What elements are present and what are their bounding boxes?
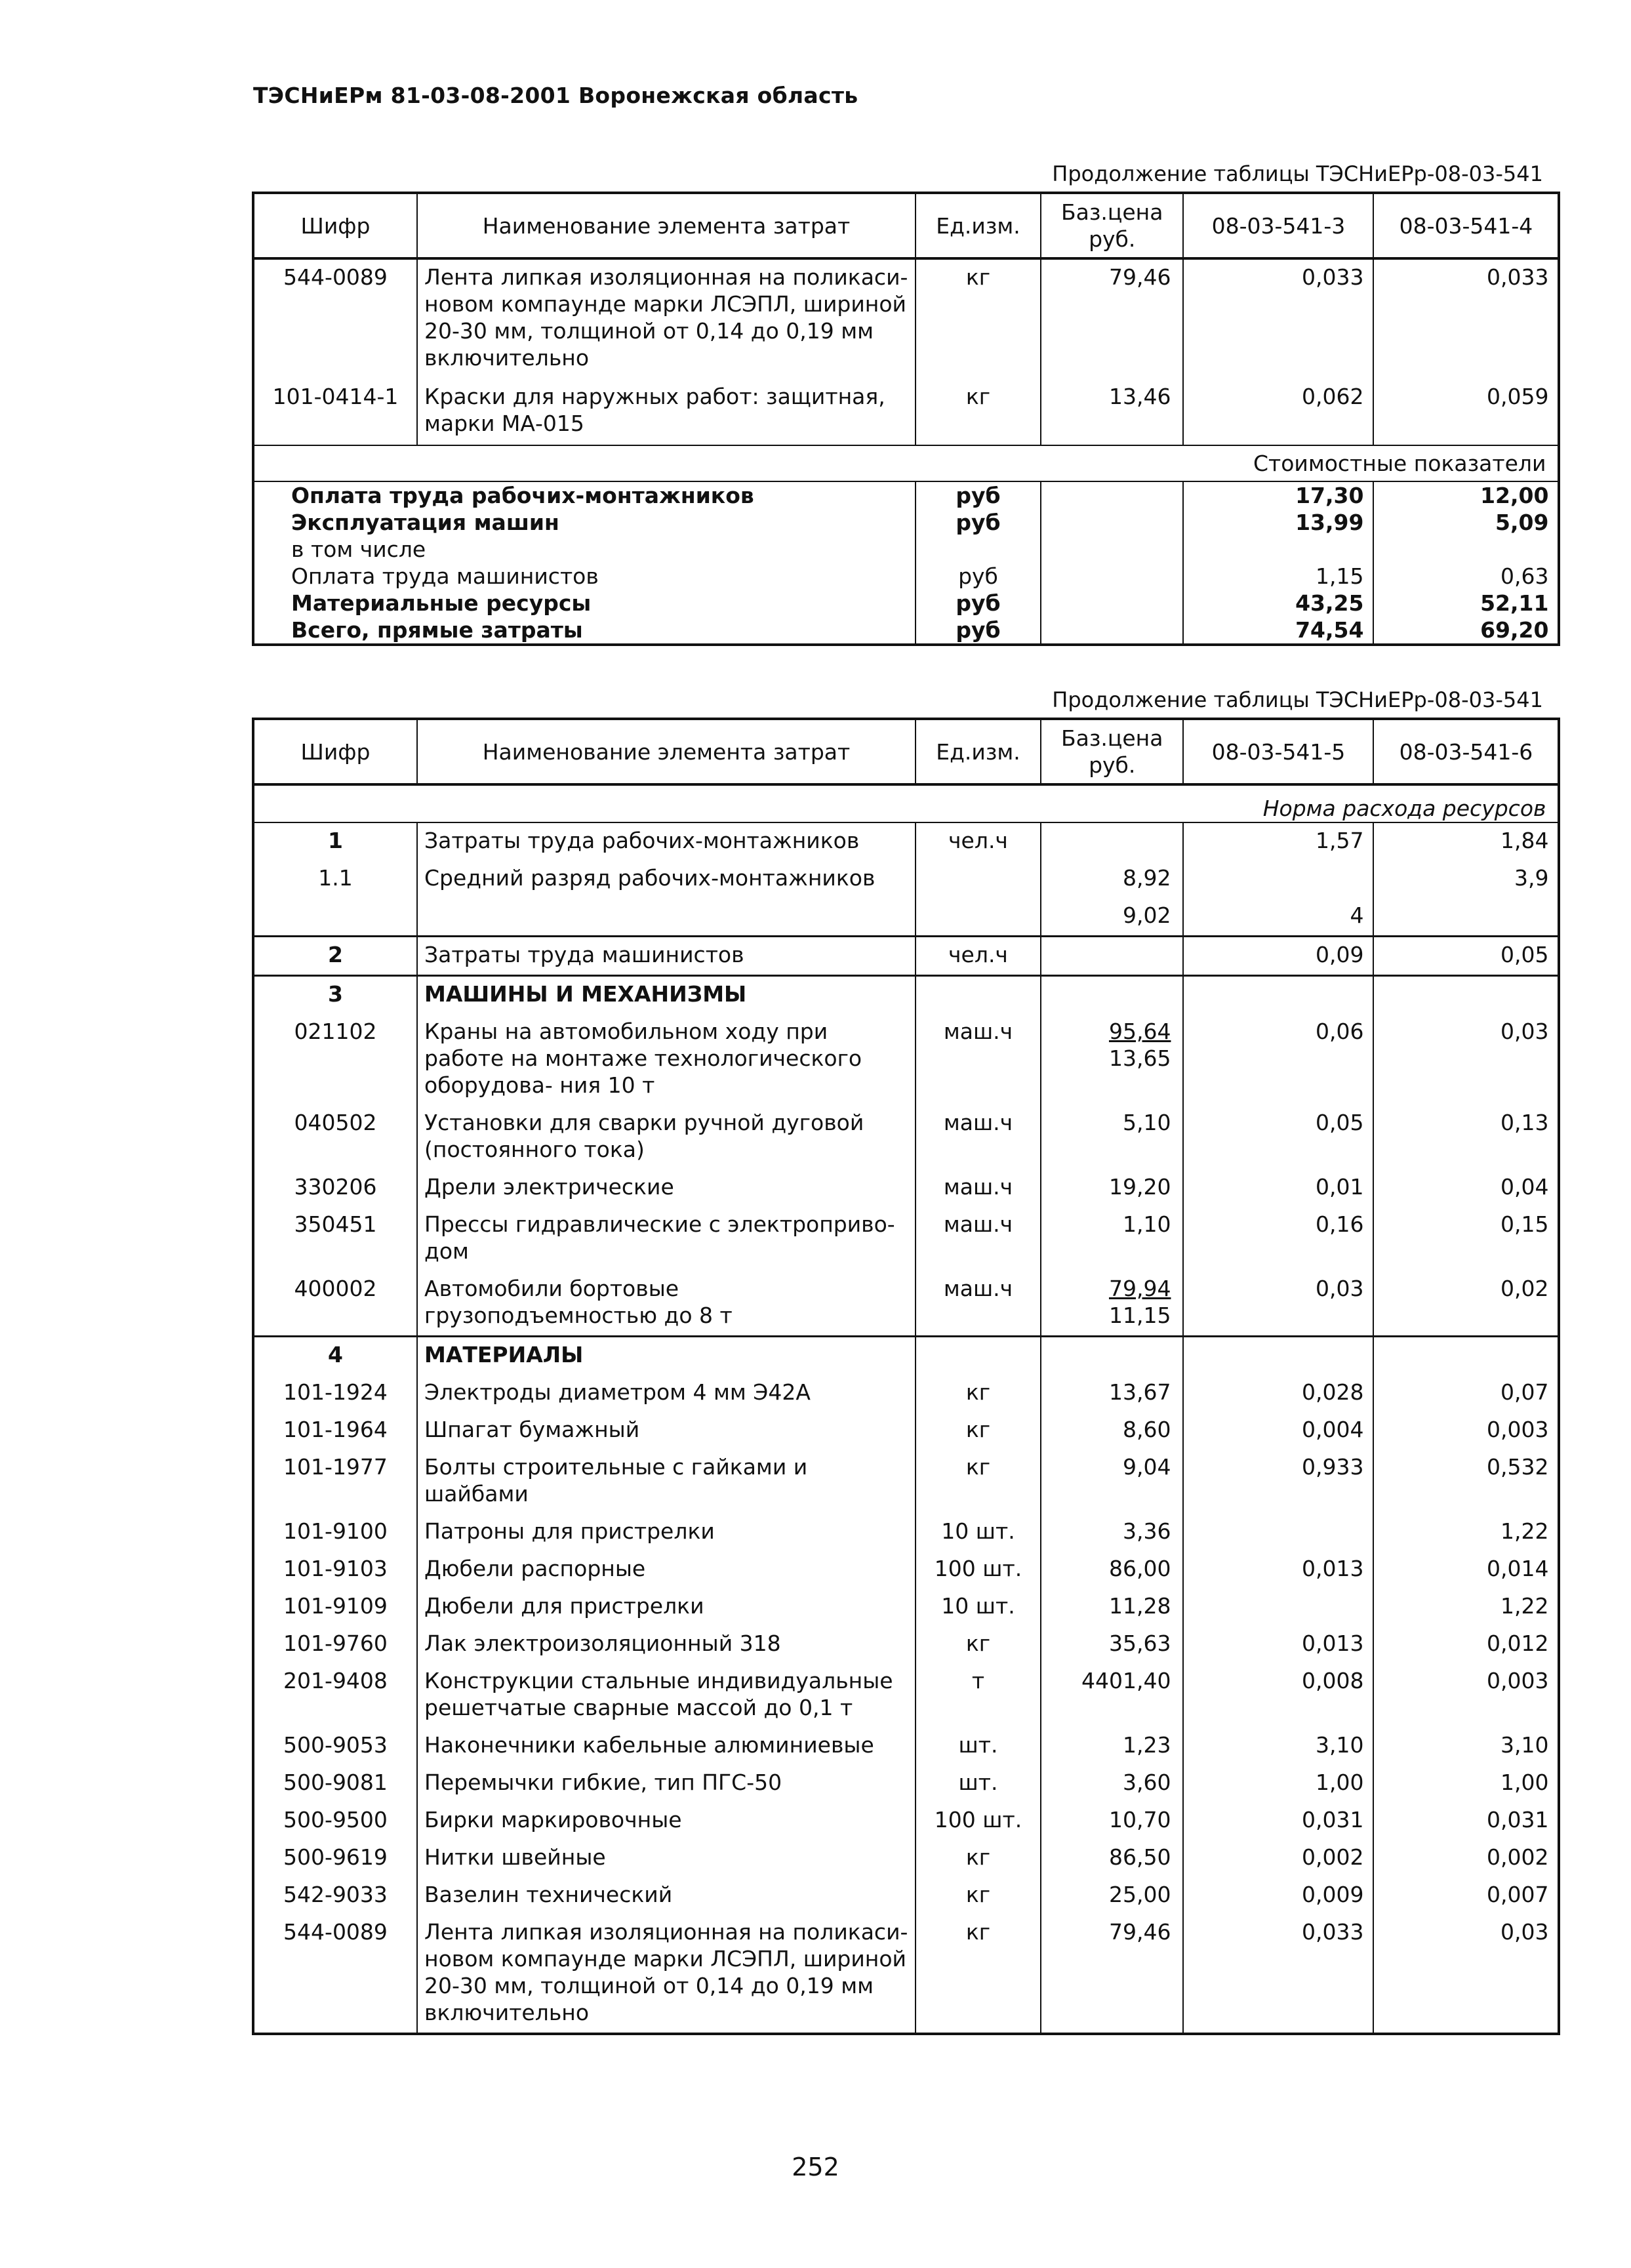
row-unit: т [916,1663,1041,1728]
row-value-a [1183,1589,1373,1626]
header-name: Наименование элемента затрат [417,193,916,258]
table-row [253,1337,1559,1375]
table-row [253,976,1559,1015]
row-value-b: 0,04 [1373,1169,1559,1207]
row-code: 101-1977 [253,1449,417,1514]
row-price: 86,50 [1041,1840,1183,1877]
summary-value-a: 1,15 [1183,563,1373,590]
table-row [253,1765,1559,1802]
header-unit: Ед.изм. [916,193,1041,258]
section-row [253,784,1559,822]
row-name: Дюбели распорные [417,1551,916,1589]
row-code: 040502 [253,1105,417,1169]
row-code: 4 [253,1337,417,1375]
row-price [1041,1271,1183,1337]
table-row [253,1169,1559,1207]
row-unit: маш.ч [916,1271,1041,1337]
summary-value-a: 13,99 [1183,509,1373,536]
row-value-a: 0,033 [1183,258,1373,379]
row-code: 542-9033 [253,1877,417,1914]
row-value-b: 3,10 [1373,1728,1559,1765]
row-value-a: 0,031 [1183,1802,1373,1840]
summary-unit: руб [916,590,1041,617]
row-price: 3,36 [1041,1514,1183,1551]
row-name: Патроны для пристрелки [417,1514,916,1551]
table1-header-row [253,193,1559,258]
row-name: МАШИНЫ И МЕХАНИЗМЫ [417,976,916,1015]
row-value-a: 4 [1183,898,1373,937]
row-value-b: 0,03 [1373,1914,1559,2034]
row-unit: чел.ч [916,822,1041,861]
row-value-b: 0,003 [1373,1663,1559,1728]
row-code: 1 [253,822,417,861]
row-price [1041,937,1183,976]
row-value-b: 0,02 [1373,1271,1559,1337]
row-value-a: 0,013 [1183,1551,1373,1589]
table-row [253,258,1559,379]
row-name: Краски для наружных работ: защитная, марки МА-015 [417,379,916,445]
row-code: 400002 [253,1271,417,1337]
row-value-b: 0,002 [1373,1840,1559,1877]
table-row [253,1877,1559,1914]
row-value-a: 3,10 [1183,1728,1373,1765]
row-code: 1.1 [253,861,417,898]
row-code: 500-9500 [253,1802,417,1840]
summary-row [253,563,1559,590]
row-value-b: 0,033 [1373,258,1559,379]
row-value-a: 0,05 [1183,1105,1373,1169]
table-row [253,1663,1559,1728]
table2-caption: Продолжение таблицы ТЭСНиЕРр-08-03-541 [1052,687,1543,712]
row-price [1041,976,1183,1015]
header-col-a: 08-03-541-3 [1183,193,1373,258]
summary-value-b: 69,20 [1373,617,1559,645]
row-unit: маш.ч [916,1014,1041,1105]
row-price [1041,822,1183,861]
summary-price [1041,590,1183,617]
row-value-a [1183,1514,1373,1551]
table-row [253,1014,1559,1105]
row-value-a: 0,033 [1183,1914,1373,2034]
row-unit: 100 шт. [916,1551,1041,1589]
row-name: Электроды диаметром 4 мм Э42А [417,1375,916,1412]
row-value-b [1373,976,1559,1015]
summary-unit: руб [916,617,1041,645]
row-price: 25,00 [1041,1877,1183,1914]
summary-unit: руб [916,509,1041,536]
header-unit: Ед.изм. [916,719,1041,784]
row-name: Конструкции стальные индивидуальные решетчатые сварные массой до 0,1 т [417,1663,916,1728]
summary-row [253,617,1559,645]
summary-label: Всего, прямые затраты [253,617,916,645]
row-name: Краны на автомобильном ходу при работе на монтаже технологического оборудова- ния 10 т [417,1014,916,1105]
row-value-a: 0,002 [1183,1840,1373,1877]
section-row [253,445,1559,481]
page-number: 252 [792,2153,839,2181]
row-code: 101-9760 [253,1626,417,1663]
row-value-b: 1,22 [1373,1514,1559,1551]
price-numerator: 79,94 [1108,1276,1171,1301]
summary-price [1041,509,1183,536]
row-value-b: 0,532 [1373,1449,1559,1514]
table-row [253,1728,1559,1765]
row-name: Затраты труда машинистов [417,937,916,976]
row-price [1041,1014,1183,1105]
table-row [253,1271,1559,1337]
row-name: Автомобили бортовые грузоподъемностью до 8 т [417,1271,916,1337]
row-name [417,898,916,937]
row-code [253,898,417,937]
row-value-b: 0,07 [1373,1375,1559,1412]
row-code: 101-0414-1 [253,379,417,445]
row-code: 544-0089 [253,258,417,379]
row-unit: кг [916,1914,1041,2034]
header-price: Баз.цена руб. [1041,193,1183,258]
table-row [253,1914,1559,2034]
row-unit: кг [916,1877,1041,1914]
row-value-b: 0,031 [1373,1802,1559,1840]
row-name: Лента липкая изоляционная на поликаси- новом компаунде марки ЛСЭПЛ, шириной 20-30 мм, толщиной от 0,14 до 0,19 мм включительно [417,258,916,379]
row-price: 10,70 [1041,1802,1183,1840]
row-unit: кг [916,1626,1041,1663]
table-row [253,1412,1559,1449]
table1-caption: Продолжение таблицы ТЭСНиЕРр-08-03-541 [1052,161,1543,186]
row-value-b: 0,15 [1373,1207,1559,1271]
table-row [253,937,1559,976]
row-code: 101-1964 [253,1412,417,1449]
summary-label: Оплата труда рабочих-монтажников [253,481,916,509]
row-price: 79,46 [1041,1914,1183,2034]
table-row [253,1514,1559,1551]
row-value-a: 0,062 [1183,379,1373,445]
row-code: 350451 [253,1207,417,1271]
row-unit: маш.ч [916,1105,1041,1169]
row-code: 101-9100 [253,1514,417,1551]
summary-row [253,536,1559,563]
row-value-b: 0,012 [1373,1626,1559,1663]
section-label: Стоимостные показатели [253,445,1559,481]
row-value-b: 0,03 [1373,1014,1559,1105]
table2 [252,718,1560,2035]
row-name: Лак электроизоляционный 318 [417,1626,916,1663]
row-name: Нитки швейные [417,1840,916,1877]
row-value-a [1183,976,1373,1015]
row-value-a: 1,00 [1183,1765,1373,1802]
row-name: МАТЕРИАЛЫ [417,1337,916,1375]
row-unit: маш.ч [916,1169,1041,1207]
row-price [1041,1337,1183,1375]
row-unit [916,976,1041,1015]
header-col-b: 08-03-541-6 [1373,719,1559,784]
row-code: 2 [253,937,417,976]
summary-value-a: 74,54 [1183,617,1373,645]
row-value-a: 0,01 [1183,1169,1373,1207]
row-value-b: 0,059 [1373,379,1559,445]
summary-value-b: 52,11 [1373,590,1559,617]
row-unit: 10 шт. [916,1514,1041,1551]
row-unit: кг [916,1449,1041,1514]
table-row [253,1551,1559,1589]
price-numerator: 95,64 [1108,1019,1171,1044]
row-unit: кг [916,1840,1041,1877]
summary-label: Материальные ресурсы [253,590,916,617]
row-price: 13,67 [1041,1375,1183,1412]
row-name: Лента липкая изоляционная на поликаси- новом компаунде марки ЛСЭПЛ, шириной 20-30 мм, толщиной от 0,14 до 0,19 мм включительно [417,1914,916,2034]
row-code: 101-9103 [253,1551,417,1589]
row-name: Вазелин технический [417,1877,916,1914]
row-unit: 10 шт. [916,1589,1041,1626]
summary-row [253,590,1559,617]
row-name: Шпагат бумажный [417,1412,916,1449]
summary-value-b: 0,63 [1373,563,1559,590]
header-name: Наименование элемента затрат [417,719,916,784]
table-row [253,1207,1559,1271]
row-price: 8,60 [1041,1412,1183,1449]
row-code: 021102 [253,1014,417,1105]
summary-price [1041,536,1183,563]
summary-value-b [1373,536,1559,563]
header-code: Шифр [253,719,417,784]
summary-unit: руб [916,481,1041,509]
header-col-b: 08-03-541-4 [1373,193,1559,258]
row-unit: чел.ч [916,937,1041,976]
table2-header-row [253,719,1559,784]
row-price: 13,46 [1041,379,1183,445]
row-unit: шт. [916,1728,1041,1765]
summary-label: в том числе [253,536,916,563]
row-code: 101-9109 [253,1589,417,1626]
row-unit: шт. [916,1765,1041,1802]
row-price: 9,04 [1041,1449,1183,1514]
row-price: 9,02 [1041,898,1183,937]
summary-value-a: 17,30 [1183,481,1373,509]
row-value-b: 3,9 [1373,861,1559,898]
row-value-a: 0,06 [1183,1014,1373,1105]
row-value-a [1183,861,1373,898]
row-value-a: 0,004 [1183,1412,1373,1449]
summary-value-a [1183,536,1373,563]
row-value-a: 0,933 [1183,1449,1373,1514]
row-value-b: 0,05 [1373,937,1559,976]
row-value-b: 0,13 [1373,1105,1559,1169]
row-unit: кг [916,1375,1041,1412]
price-denominator: 11,15 [1108,1303,1171,1328]
summary-row [253,481,1559,509]
summary-price [1041,563,1183,590]
row-price: 4401,40 [1041,1663,1183,1728]
row-value-a: 0,09 [1183,937,1373,976]
row-value-b: 1,22 [1373,1589,1559,1626]
row-code: 3 [253,976,417,1015]
table-row [253,861,1559,898]
row-value-a: 0,009 [1183,1877,1373,1914]
row-price: 3,60 [1041,1765,1183,1802]
summary-value-b: 12,00 [1373,481,1559,509]
summary-label: Оплата труда машинистов [253,563,916,590]
table-row [253,822,1559,861]
summary-row [253,509,1559,536]
row-value-b: 0,007 [1373,1877,1559,1914]
row-unit [916,1337,1041,1375]
row-unit: кг [916,379,1041,445]
row-unit: маш.ч [916,1207,1041,1271]
table-row [253,1375,1559,1412]
row-code: 500-9081 [253,1765,417,1802]
row-name: Установки для сварки ручной дуговой (постоянного тока) [417,1105,916,1169]
row-value-a: 0,008 [1183,1663,1373,1728]
row-unit [916,898,1041,937]
table1 [252,192,1560,646]
row-name: Наконечники кабельные алюминиевые [417,1728,916,1765]
row-value-b [1373,1337,1559,1375]
header-price: Баз.цена руб. [1041,719,1183,784]
row-value-a: 0,013 [1183,1626,1373,1663]
row-value-b: 1,84 [1373,822,1559,861]
row-name: Средний разряд рабочих-монтажников [417,861,916,898]
row-name: Болты строительные с гайками и шайбами [417,1449,916,1514]
row-price: 11,28 [1041,1589,1183,1626]
summary-price [1041,617,1183,645]
row-unit: 100 шт. [916,1802,1041,1840]
row-value-b: 0,003 [1373,1412,1559,1449]
section-label: Норма расхода ресурсов [253,784,1559,822]
row-unit: кг [916,258,1041,379]
header-col-a: 08-03-541-5 [1183,719,1373,784]
summary-value-a: 43,25 [1183,590,1373,617]
summary-unit: руб [916,563,1041,590]
row-value-a [1183,1337,1373,1375]
table-row [253,379,1559,445]
summary-value-b: 5,09 [1373,509,1559,536]
row-price: 79,46 [1041,258,1183,379]
table-row [253,1105,1559,1169]
row-unit: кг [916,1412,1041,1449]
row-price: 19,20 [1041,1169,1183,1207]
row-code: 500-9053 [253,1728,417,1765]
summary-label: Эксплуатация машин [253,509,916,536]
row-code: 201-9408 [253,1663,417,1728]
row-name: Бирки маркировочные [417,1802,916,1840]
table-row [253,1449,1559,1514]
row-value-a: 0,03 [1183,1271,1373,1337]
row-name: Дюбели для пристрелки [417,1589,916,1626]
row-value-a: 1,57 [1183,822,1373,861]
row-price: 35,63 [1041,1626,1183,1663]
row-price: 1,23 [1041,1728,1183,1765]
row-code: 330206 [253,1169,417,1207]
table-row [253,1589,1559,1626]
price-denominator: 13,65 [1108,1045,1171,1071]
row-code: 544-0089 [253,1914,417,2034]
table-row [253,898,1559,937]
row-price: 5,10 [1041,1105,1183,1169]
row-price: 1,10 [1041,1207,1183,1271]
row-unit [916,861,1041,898]
summary-price [1041,481,1183,509]
row-value-a: 0,028 [1183,1375,1373,1412]
row-code: 500-9619 [253,1840,417,1877]
row-name: Прессы гидравлические с электроприво- дом [417,1207,916,1271]
document-title: ТЭСНиЕРм 81-03-08-2001 Воронежская область [253,83,858,108]
table-row [253,1626,1559,1663]
row-value-a: 0,16 [1183,1207,1373,1271]
table-row [253,1802,1559,1840]
row-value-b [1373,898,1559,937]
row-value-b: 1,00 [1373,1765,1559,1802]
row-name: Дрели электрические [417,1169,916,1207]
row-code: 101-1924 [253,1375,417,1412]
summary-unit [916,536,1041,563]
row-price: 8,92 [1041,861,1183,898]
row-name: Затраты труда рабочих-монтажников [417,822,916,861]
row-value-b: 0,014 [1373,1551,1559,1589]
table-row [253,1840,1559,1877]
row-name: Перемычки гибкие, тип ПГС-50 [417,1765,916,1802]
row-price: 86,00 [1041,1551,1183,1589]
header-code: Шифр [253,193,417,258]
